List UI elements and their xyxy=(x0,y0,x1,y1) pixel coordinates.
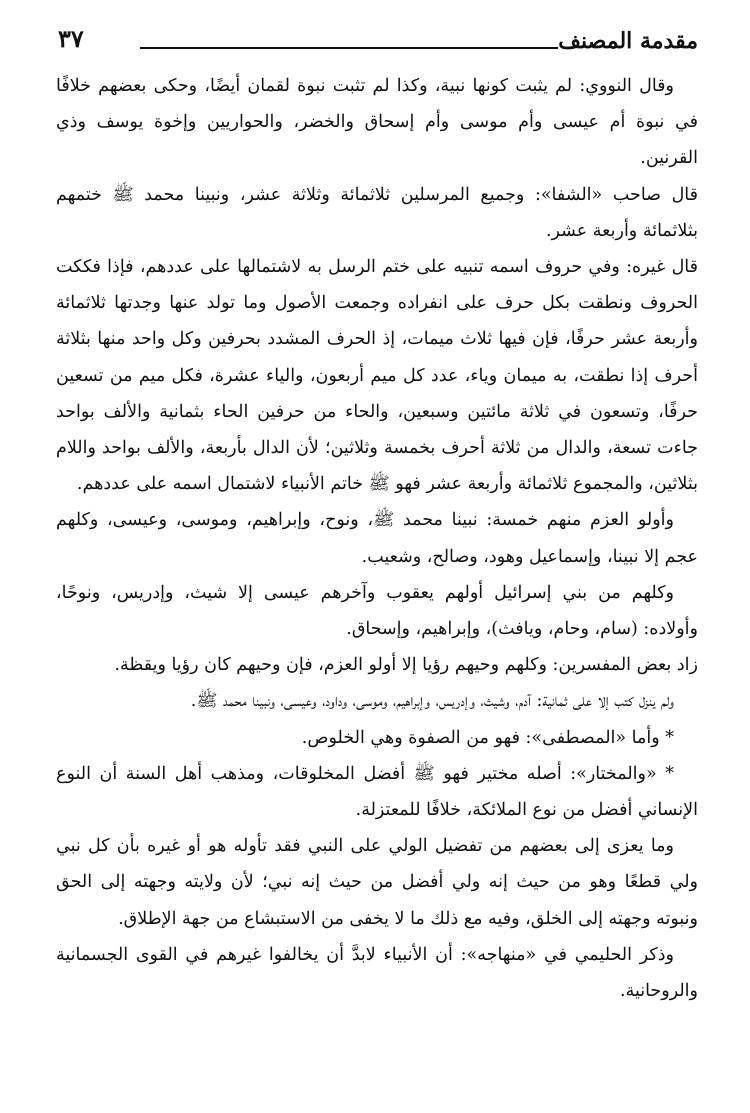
body-text xyxy=(56,68,698,1009)
header-title: مقدمة المصنف xyxy=(558,28,698,54)
paragraph-mufassirin: زاد بعض المفسرين: وكلهم وحيهم رؤيا إلا أولو العزم، فإن وحيهم كان رؤيا ويقظة. xyxy=(114,655,698,676)
paragraph-wali: وما يعزى إلى بعضهم من تفضيل الولي على النبي فقد تأوله هو أو غيره بأن كل نبي ولي قطعًا وهو من حيث إنه ولي أفضل من حيث إنه نبي؛ لأن ولايته وجهته إلى الحق ونبوته وجهته إلى الخلق، وفيه مع ذلك ما لا يخفى من الاستبشاع من جهة الإطلاق. xyxy=(56,836,698,929)
header-rule xyxy=(140,47,558,49)
paragraph-books: ولم ينزل كتب إلا على ثمانية: آدم، وشيث، وإدريس، وإبراهيم، وموسى، وداود، وعيسى، ونبينا محمد ﷺ. xyxy=(190,691,674,712)
paragraph-halimi: وذكر الحليمي في «منهاجه»: أن الأنبياء لابدَّ أن يخالفوا غيرهم في القوى الجسمانية والروحانية. xyxy=(56,944,698,1002)
paragraph-letters-count: قال غيره: وفي حروف اسمه تنبيه على ختم الرسل به لاشتمالها على عددهم، فإذا فككت الحروف ونطقت بكل حرف على انفراده وجمعت الأصول وما تولد عنها وجدتها ثلاثمائة وأربعة عشر حرفًا، فإن فيها ثلاث ميمات، إذ الحرف المشدد بحرفين وكل واحد منها بثلاثة أحرف إذا نطقت، به ميمان وياء، عدد كل ميم أربعون، والياء عشرة، فكل ميم من تسعين حرفًا، وتسعون في ثلاثة مائتين وسبعين، والحاء من حرفين الحاء بثمانية والألف بواحد جاءت تسعة، والدال من ثلاثة أحرف بخمسة وثلاثين؛ لأن الدال بأربعة، والألف بواحد واللام بثلاثين، والمجموع ثلاثمائة وأربعة عشر فهو ﷺ خاتم الأنبياء لاشتمال اسمه على عددهم. xyxy=(56,257,698,495)
running-header xyxy=(58,26,698,60)
paragraph-shifa: قال صاحب «الشفا»: وجميع المرسلين ثلاثمائة وثلاثة عشر، ونبينا محمد ﷺ ختمهم بثلاثمائة وأربعة عشر. xyxy=(56,184,698,241)
paragraph-mukhtar: * «والمختار»: أصله مختير فهو ﷺ أفضل المخلوقات، ومذهب أهل السنة أن النوع الإنساني أفضل من نوع الملائكة، خلافًا للمعتزلة. xyxy=(56,763,698,821)
page-number: ٣٧ xyxy=(58,24,84,53)
paragraph-mustafa: * وأما «المصطفى»: فهو من الصفوة وهي الخلوص. xyxy=(301,727,674,748)
paragraph-ulul-azm: وأولو العزم منهم خمسة: نبينا محمد ﷺ، ونوح، وإبراهيم، وموسى، وعيسى، وكلهم عجم إلا نبينا، وإسماعيل وهود، وصالح، وشعيب. xyxy=(56,510,698,567)
paragraph-nawawi: وقال النووي: لم يثبت كونها نبية، وكذا لم تثبت نبوة لقمان أيضًا، وحكى بعضهم خلافًا في نبوة أم عيسى وأم موسى وأم إسحاق والخضر، والحواريين وإخوة يوسف وذي القرنين. xyxy=(56,76,698,169)
paragraph-bani-israil: وكلهم من بني إسرائيل أولهم يعقوب وآخرهم عيسى إلا شيث، وإدريس، ونوحًا، وأولاده: (سام، وحام، ويافث)، وإبراهيم، وإسحاق. xyxy=(56,582,698,640)
